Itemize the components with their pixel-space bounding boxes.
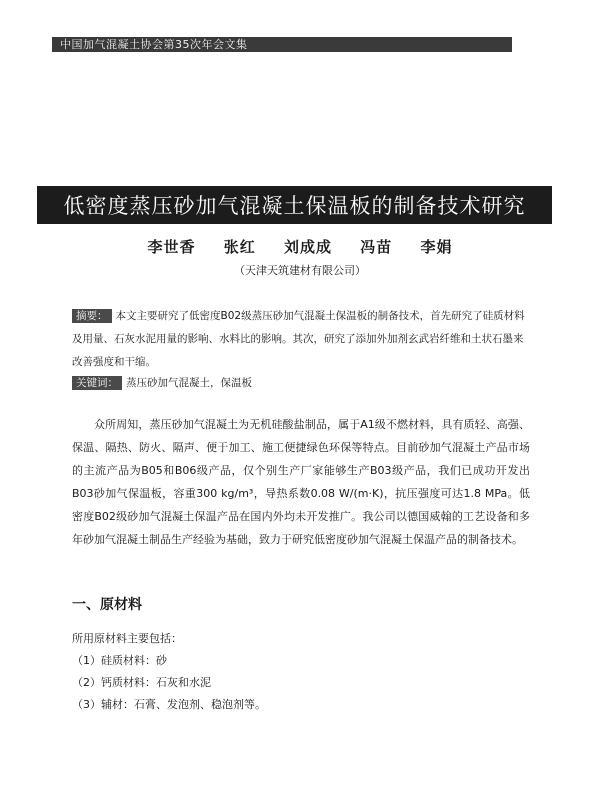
intro-paragraph: 众所周知，蒸压砂加气混凝土为无机硅酸盐制品，属于A1级不燃材料，具有质轻、高强、保温、隔热、防火、隔声、便于加工、施工便捷绿色环保等特点。目前砂加气混凝土产品市场的主流产品为B05和B06级产品，仅个别生产厂家能够生产B03级产品，我们已成功开发出B03砂加气保温板，容重300 kg/m³，导热系数0.08 W/(m·K)，抗压强度可达1.8 MPa。低密度B02级砂加气混凝土保温产品在国内外均未开发推广。我公司以德国威翰的工艺设备和多年砂加气混凝土制品生产经验为基础，致力于研究低密度砂加气混凝土保温产品的制备技术。 [72,418,530,546]
affiliation: （天津天筑建材有限公司） [234,264,366,277]
materials-list [72,628,530,716]
keywords [72,375,527,391]
author-list [0,236,600,257]
author-name: 李娟 [420,238,453,256]
abstract-label: 摘要： [72,309,112,323]
title-banner [37,186,552,224]
author-name: 冯苗 [360,238,393,256]
keywords-label: 关键词： [72,376,122,390]
list-item: （2）钙质材料：石灰和水泥 [72,676,211,689]
author-name: 李世香 [147,238,196,256]
section-heading: 一、原材料 [72,597,142,613]
keywords-text: 蒸压砂加气混凝土，保温板 [126,377,252,389]
paper-title: 低密度蒸压砂加气混凝土保温板的制备技术研究 [63,194,526,218]
author-name: 张红 [223,238,256,256]
abstract-text: 本文主要研究了低密度B02级蒸压砂加气混凝土保温板的制备技术，首先研究了硅质材料及用量、石灰水泥用量的影响、水料比的影响。其次，研究了添加外加剂玄武岩纤维和土状石墨来改善强度和干缩。 [72,310,525,368]
list-item: （3）辅材：石膏、发泡剂、稳泡剂等。 [72,698,266,711]
materials-intro: 所用原材料主要包括： [72,632,182,645]
author-name: 刘成成 [283,238,332,256]
running-header-text: 中国加气混凝土协会第35次年会文集 [60,38,248,51]
abstract [72,305,527,374]
list-item: （1）硅质材料：砂 [72,654,167,667]
